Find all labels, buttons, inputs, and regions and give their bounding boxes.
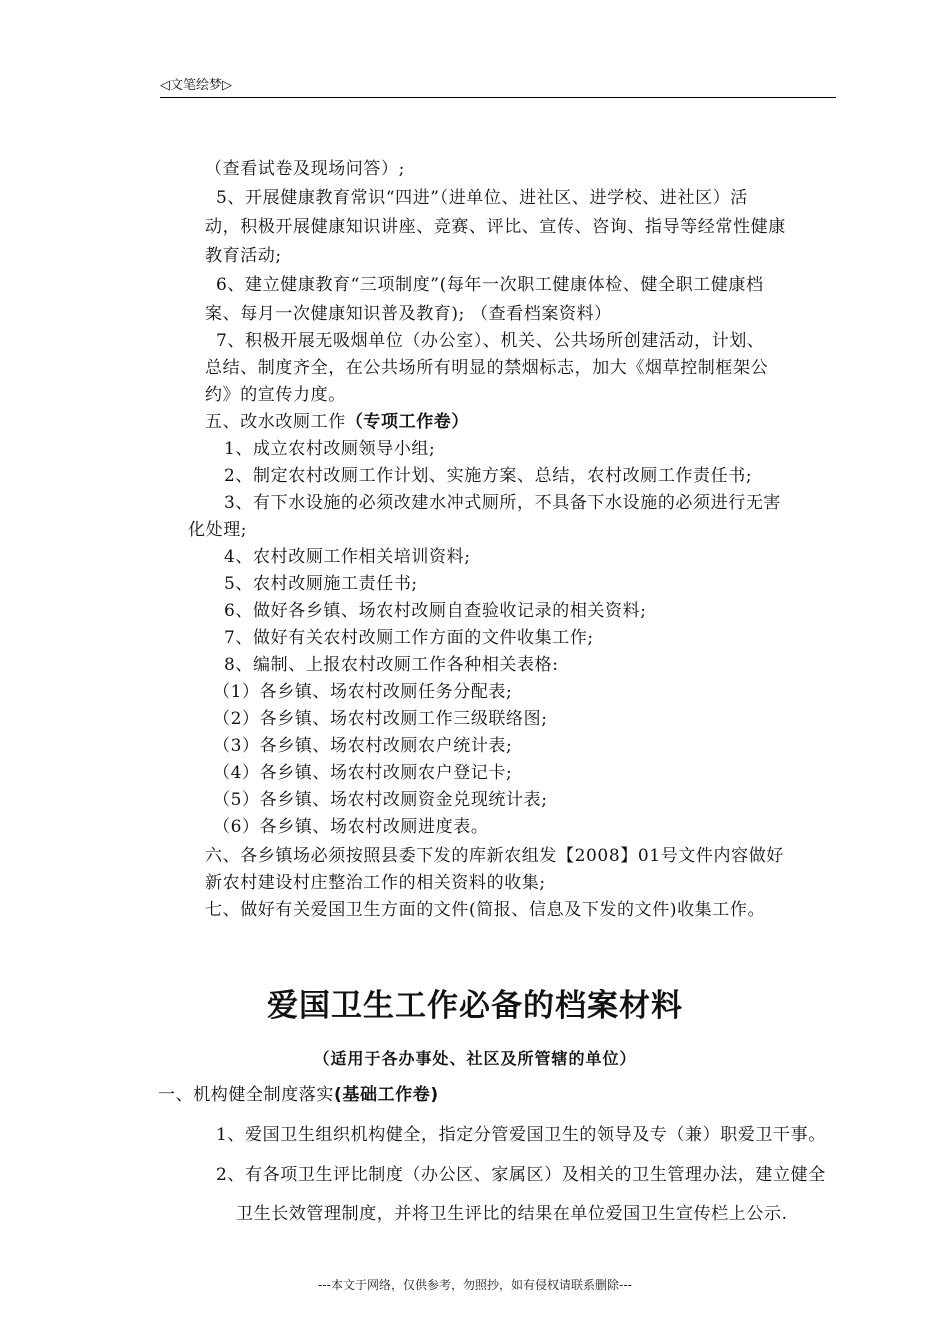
body-line: （5）各乡镇、场农村改厕资金兑现统计表; bbox=[213, 790, 548, 810]
document-subtitle: （适用于各办事处、社区及所管辖的单位） bbox=[313, 1049, 637, 1068]
body-line: 化处理; bbox=[188, 520, 248, 540]
body-line: 六、各乡镇场必须按照县委下发的库新农组发【2008】01号文件内容做好 bbox=[205, 846, 784, 866]
body-line: 6、建立健康教育“三项制度”(每年一次职工健康体检、健全职工健康档 bbox=[216, 275, 764, 295]
body-line: 1、成立农村改厕领导小组; bbox=[224, 439, 436, 459]
body-line: 3、有下水设施的必须改建水冲式厕所，不具备下水设施的必须进行无害 bbox=[224, 493, 782, 513]
section-five-bold: （专项工作卷） bbox=[345, 412, 470, 432]
header-label: ◁文笔绘梦▷ bbox=[160, 78, 232, 93]
body-line: 2、制定农村改厕工作计划、实施方案、总结，农村改厕工作责任书; bbox=[224, 466, 753, 486]
body-line: 总结、制度齐全，在公共场所有明显的禁烟标志，加大《烟草控制框架公 bbox=[205, 358, 769, 378]
body-line: 5、开展健康教育常识“四进”（进单位、进社区、进学校、进社区）活 bbox=[216, 188, 748, 208]
header-divider bbox=[160, 97, 836, 98]
body-line: （6）各乡镇、场农村改厕进度表。 bbox=[213, 817, 489, 837]
list-item: 卫生长效管理制度，并将卫生评比的结果在单位爱国卫生宣传栏上公示. bbox=[236, 1204, 788, 1224]
body-line: （2）各乡镇、场农村改厕工作三级联络图; bbox=[213, 709, 548, 729]
section-one-bold: (基础工作卷) bbox=[334, 1085, 439, 1105]
body-line: 七、做好有关爱国卫生方面的文件(简报、信息及下发的文件)收集工作。 bbox=[205, 900, 766, 920]
section-five-heading bbox=[205, 411, 469, 433]
body-line: 5、农村改厕施工责任书; bbox=[224, 574, 418, 594]
body-line: （1）各乡镇、场农村改厕任务分配表; bbox=[213, 682, 513, 702]
body-line: （查看试卷及现场问答）; bbox=[205, 159, 405, 179]
section-one-label: 一、机构健全制度落实 bbox=[158, 1085, 334, 1105]
list-item: 1、爱国卫生组织机构健全，指定分管爱国卫生的领导及专（兼）职爱卫干事。 bbox=[216, 1125, 826, 1145]
body-line: 4、农村改厕工作相关培训资料; bbox=[224, 547, 471, 567]
body-line: 动，积极开展健康知识讲座、竞赛、评比、宣传、咨询、指导等经常性健康 bbox=[205, 217, 786, 237]
section-one-heading bbox=[158, 1084, 439, 1106]
body-line: 6、做好各乡镇、场农村改厕自查验收记录的相关资料; bbox=[224, 601, 647, 621]
body-line: 案、每月一次健康知识普及教育); （查看档案资料） bbox=[205, 304, 612, 324]
body-line: 7、做好有关农村改厕工作方面的文件收集工作; bbox=[224, 628, 594, 648]
body-line: 新农村建设村庄整治工作的相关资料的收集; bbox=[205, 873, 546, 893]
list-item: 2、有各项卫生评比制度（办公区、家属区）及相关的卫生管理办法，建立健全 bbox=[216, 1165, 826, 1185]
body-line: （4）各乡镇、场农村改厕农户登记卡; bbox=[213, 763, 513, 783]
body-line: 8、编制、上报农村改厕工作各种相关表格: bbox=[224, 655, 559, 675]
document-title: 爱国卫生工作必备的档案材料 bbox=[267, 988, 683, 1024]
body-line: 约》的宣传力度。 bbox=[205, 385, 346, 405]
body-line: 7、积极开展无吸烟单位（办公室）、机关、公共场所创建活动，计划、 bbox=[216, 331, 765, 351]
footer-disclaimer: ---本文于网络，仅供参考，勿照抄，如有侵权请联系删除--- bbox=[318, 1278, 632, 1292]
body-line: （3）各乡镇、场农村改厕农户统计表; bbox=[213, 736, 513, 756]
section-five-label: 五、改水改厕工作 bbox=[205, 412, 346, 432]
body-line: 教育活动; bbox=[205, 246, 282, 266]
